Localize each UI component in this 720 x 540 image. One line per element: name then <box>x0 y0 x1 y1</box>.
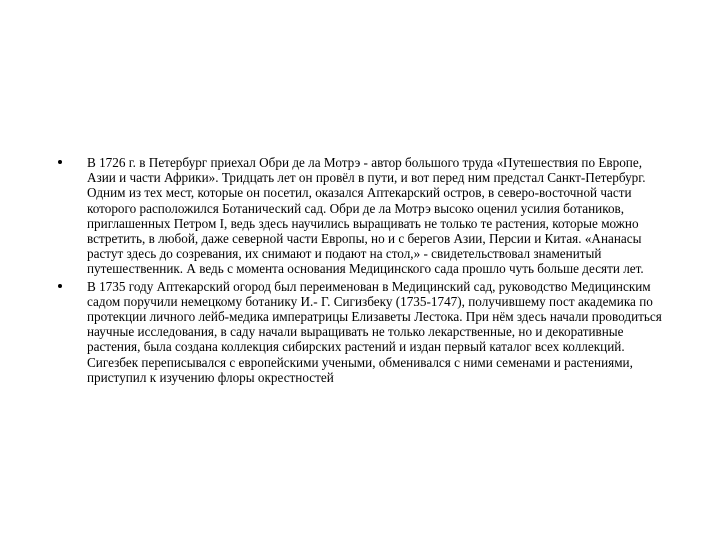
bullet-text: В 1726 г. в Петербург приехал Обри де ла Мотрэ - автор большого труда «Путешествия по Европе, Азии и части Африки». Тридцать лет он провёл в пути, и вот перед ним предстал Санкт-Петербург. Одним из тех мест, которые он посетил, оказался Аптекарский остров, в северо-восточной части которого расположился Ботанический сад. Обри де ла Мотрэ высоко оценил усилия ботаников, приглашенных Петром I, ведь здесь научились выращивать не только те растения, которые можно встретить, в любой, даже северной части Европы, но и с берегов Азии, Персии и Китая. «Ананасы растут здесь до созревания, их снимают и подают на стол,» - свидетельствовал знаменитый путешественник. А ведь с момента основания Медицинского сада прошло чуть больше десяти лет. <box>87 155 646 277</box>
bullet-list <box>52 155 672 387</box>
bullet-icon <box>58 160 62 164</box>
bullet-text: В 1735 году Аптекарский огород был переименован в Медицинский сад, руководство Медицинским садом поручили немецкому ботанику И.- Г. Сигизбеку (1735-1747), получившему пост академика по протекции личного лейб-медика императрицы Елизаветы Лестока. При нём здесь начали проводиться научные исследования, в саду начали выращивать не только лекарственные, но и декоративные растения, была создана коллекция сибирских растений и издан первый каталог всех коллекций. Сигезбек переписывался с европейскими учеными, обменивался с ними семенами и растениями, приступил к изучению флоры окрестностей <box>87 278 662 385</box>
bullet-icon <box>58 284 62 288</box>
bullet-item <box>52 279 672 385</box>
bullet-item <box>52 155 672 277</box>
